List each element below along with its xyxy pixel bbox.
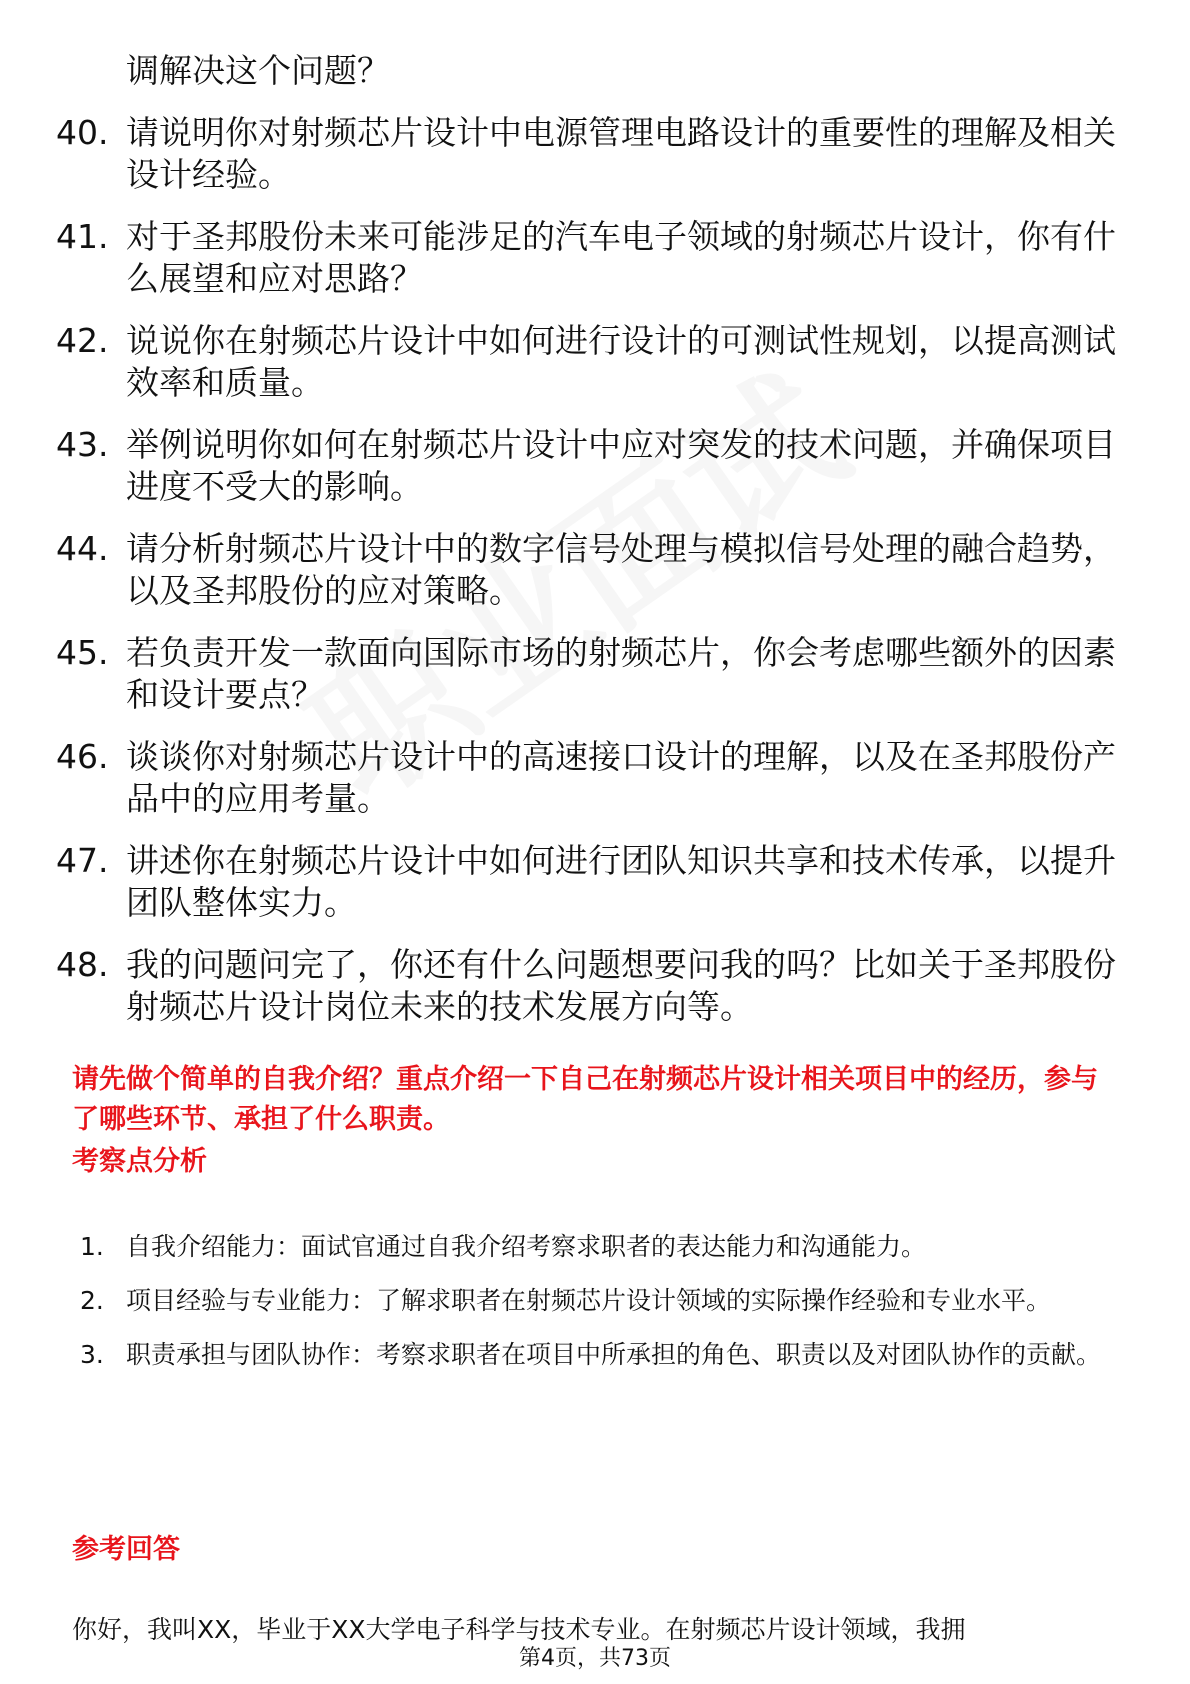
question-number: 41. xyxy=(56,217,109,256)
analysis-number: 1. xyxy=(80,1232,104,1261)
question-number: 44. xyxy=(56,529,109,568)
question-item xyxy=(56,632,1116,716)
question-item xyxy=(56,840,1116,924)
question-number: 48. xyxy=(56,945,109,984)
question-number: 46. xyxy=(56,737,109,776)
question-item xyxy=(56,944,1116,1028)
answer-text: 你好，我叫XX，毕业于XX大学电子科学与技术专业。在射频芯片设计领域，我拥 xyxy=(72,1615,966,1644)
question-text: 请分析射频芯片设计中的数字信号处理与模拟信号处理的融合趋势，以及圣邦股份的应对策略。 xyxy=(126,529,1116,610)
question-item xyxy=(56,216,1116,300)
analysis-number: 2. xyxy=(80,1286,104,1315)
question-continuation: 调解决这个问题？ xyxy=(126,51,390,90)
question-item xyxy=(56,112,1116,196)
analysis-text: 职责承担与团队协作：考察求职者在项目中所承担的角色、职责以及对团队协作的贡献。 xyxy=(126,1340,1102,1369)
page-number: 第4页，共73页 xyxy=(515,1646,675,1671)
answer-heading: 参考回答 xyxy=(72,1534,180,1565)
analysis-heading: 考察点分析 xyxy=(72,1146,207,1177)
question-item xyxy=(56,528,1116,612)
analysis-text: 项目经验与专业能力：了解求职者在射频芯片设计领域的实际操作经验和专业水平。 xyxy=(126,1286,1052,1315)
question-text: 我的问题问完了，你还有什么问题想要问我的吗？比如关于圣邦股份射频芯片设计岗位未来的技术发展方向等。 xyxy=(126,945,1116,1026)
page-footer xyxy=(0,1644,1190,1674)
question-number: 40. xyxy=(56,113,109,152)
question-number: 47. xyxy=(56,841,109,880)
analysis-item xyxy=(80,1328,1120,1382)
question-number: 45. xyxy=(56,633,109,672)
question-text: 说说你在射频芯片设计中如何进行设计的可测试性规划，以提高测试效率和质量。 xyxy=(126,321,1116,402)
question-number: 42. xyxy=(56,321,109,360)
question-item xyxy=(56,320,1116,404)
question-text: 若负责开发一款面向国际市场的射频芯片，你会考虑哪些额外的因素和设计要点？ xyxy=(126,633,1116,714)
question-number: 43. xyxy=(56,425,109,464)
question-text: 讲述你在射频芯片设计中如何进行团队知识共享和技术传承，以提升团队整体实力。 xyxy=(126,841,1116,922)
analysis-item xyxy=(80,1274,1120,1328)
analysis-number: 3. xyxy=(80,1340,104,1369)
question-item xyxy=(56,736,1116,820)
question-item xyxy=(56,424,1116,508)
question-text: 对于圣邦股份未来可能涉足的汽车电子领域的射频芯片设计，你有什么展望和应对思路？ xyxy=(126,217,1116,298)
question-text: 请说明你对射频芯片设计中电源管理电路设计的重要性的理解及相关设计经验。 xyxy=(126,113,1116,194)
question-list xyxy=(56,112,1116,1048)
analysis-item xyxy=(80,1220,1120,1274)
analysis-list xyxy=(80,1220,1120,1382)
highlight-question: 请先做个简单的自我介绍？重点介绍一下自己在射频芯片设计相关项目中的经历，参与了哪些环节、承担了什么职责。 xyxy=(72,1064,1098,1135)
analysis-text: 自我介绍能力：面试官通过自我介绍考察求职者的表达能力和沟通能力。 xyxy=(126,1232,927,1261)
question-text: 谈谈你对射频芯片设计中的高速接口设计的理解，以及在圣邦股份产品中的应用考量。 xyxy=(126,737,1116,818)
question-text: 举例说明你如何在射频芯片设计中应对突发的技术问题，并确保项目进度不受大的影响。 xyxy=(126,425,1116,506)
